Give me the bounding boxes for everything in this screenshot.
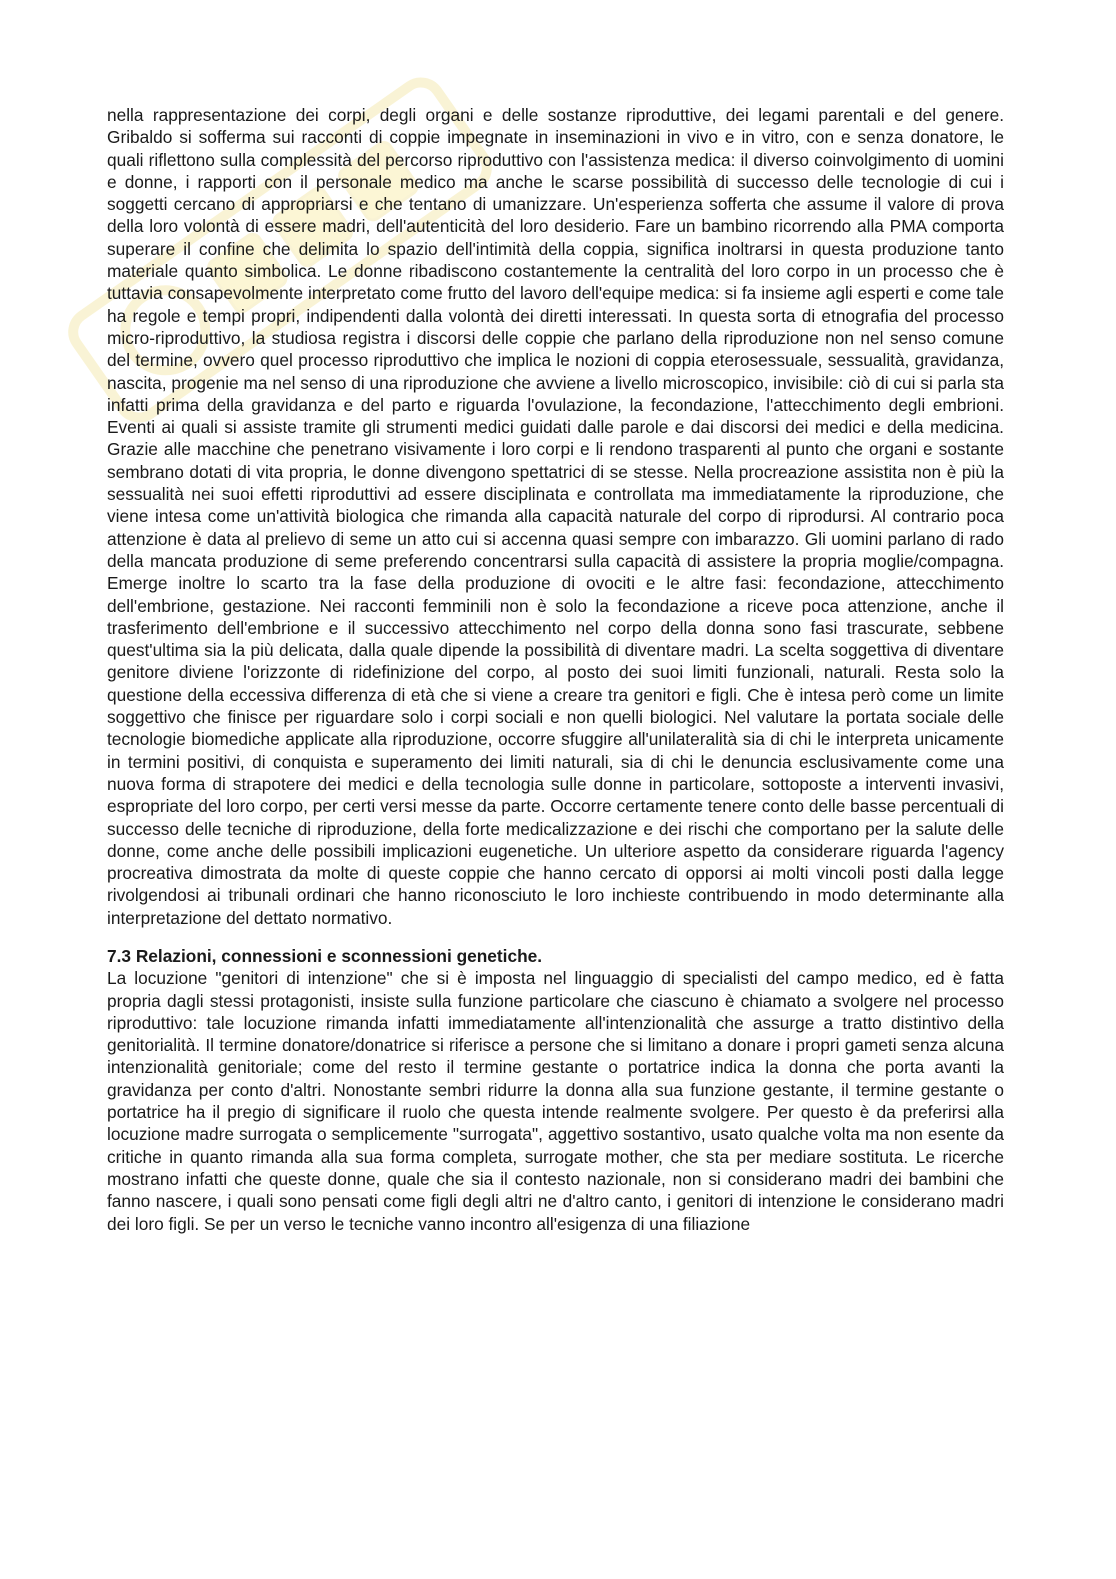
body-paragraph-1: nella rappresentazione dei corpi, degli organi e delle sostanze riproduttive, dei legami parentali e del genere. Gribaldo si sofferma sui racconti di coppie impegnate in inseminazioni in vivo e in vitro, con e senza donatore, le quali riflettono sulla complessità del percorso riproduttivo con l'assistenza medica: il diverso coinvolgimento di uomini e donne, i rapporti con il personale medico ma anche le scarse possibilità di successo delle tecnologie di cui i soggetti cercano di appropriarsi e che tentano di umanizzare. Un'esperienza sofferta che assume il valore di prova della loro volontà di essere madri, dell'autenticità del loro desiderio. Fare un bambino ricorrendo alla PMA comporta superare il confine che delimita lo spazio dell'intimità della coppia, significa inoltrarsi in questa produzione tanto materiale quanto simbolica. Le donne ribadiscono costantemente la centralità del loro corpo in un processo che è tuttavia consapevolmente interpretato come frutto del lavoro dell'equipe medica: si fa insieme agli esperti e come tale ha regole e tempi propri, indipendenti dalla volontà dei diretti interessati. In questa sorta di etnografia del processo micro-riproduttivo, la studiosa registra i discorsi delle coppie che parlano della riproduzione non nel senso comune del termine, ovvero quel processo riproduttivo che implica le nozioni di coppia eterosessuale, sessualità, gravidanza, nascita, progenie ma nel senso di una riproduzione che avviene a livello microscopico, invisibile: ciò di cui si parla sta infatti prima della gravidanza e del parto e riguarda l'ovulazione, la fecondazione, l'attecchimento degli embrioni. Eventi ai quali si assiste tramite gli strumenti medici guidati dalle parole e dai discorsi dei medici e della medicina. Grazie alle macchine che penetrano visivamente i loro corpi e li rendono trasparenti al punto che organi e sostante sembrano dotati di vita propria, le donne divengono spettatrici di se stesse. Nella procreazione assistita non è più la sessualità nei suoi effetti riproduttivi ad essere disciplinata e controllata ma immediatamente la riproduzione, che viene intesa come un'attività biologica che rimanda alla capacità naturale del corpo di riprodursi. Al contrario poca attenzione è data al prelievo di seme un atto cui si accenna quasi sempre con imbarazzo. Gli uomini parlano di rado della mancata produzione di seme preferendo concentrarsi sulla capacità di assistere la propria moglie/compagna. Emerge inoltre lo scarto tra la fase della produzione di ovociti e le altre fasi: fecondazione, attecchimento dell'embrione, gestazione. Nei racconti femminili non è solo la fecondazione a riceve poca attenzione, anche il trasferimento dell'embrione e il successivo attecchimento nel corpo della donna sono fasi trascurate, sebbene quest'ultima sia la più delicata, dalla quale dipende la possibilità di diventare madri. La scelta soggettiva di diventare genitore diviene l'orizzonte di ridefinizione del corpo, al posto dei suoi limiti funzionali, naturali. Resta solo la questione della eccessiva differenza di età che si viene a creare tra genitori e figli. Che è intesa però come un limite soggettivo che finisce per riguardare solo i corpi sociali e non quelli biologici. Nel valutare la portata sociale delle tecnologie biomediche applicate alla riproduzione, occorre sfuggire all'unilateralità sia di chi le interpreta unicamente in termini positivi, di conquista e superamento dei limiti naturali, sia di chi le denuncia esclusivamente come una nuova forma di strapotere dei medici e della tecnologia sulle donne in particolare, sottoposte a interventi invasivi, espropriate del loro corpo, per certi versi messe da parte. Occorre certamente tenere conto delle basse percentuali di successo delle tecniche di riproduzione, della forte medicalizzazione e dei rischi che comportano per la salute delle donne, come anche delle possibili implicazioni eugenetiche. Un ulteriore aspetto da considerare riguarda l'agency procreativa dimostrata da molte di queste coppie che hanno cercato di opporsi ai molti vincoli posti dalla legge rivolgendosi ai tribunali ordinari che hanno riconosciuto le loro inchieste contribuendo in modo determinante alla interpretazione del dettato normativo. — [107, 105, 1004, 928]
section-heading: 7.3 Relazioni, connessioni e sconnessioni genetiche. — [107, 945, 543, 966]
body-paragraph-2: La locuzione "genitori di intenzione" che si è imposta nel linguaggio di specialisti del campo medico, ed è fatta propria dagli stessi protagonisti, insiste sulla funzione particolare che ciascuno è chiamato a svolgere nel processo riproduttivo: tale locuzione rimanda infatti immediatamente all'intenzionalità che assurge a tratto distintivo della genitorialità. Il termine donatore/donatrice si riferisce a persone che si limitano a donare i propri gameti senza alcuna intenzionalità genitoriale; come del resto il termine gestante o portatrice indica la donna che porta avanti la gravidanza per conto d'altri. Nonostante sembri ridurre la donna alla sua funzione gestante, il termine gestante o portatrice ha il pregio di significare il ruolo che questa intende realmente svolgere. Per questo è da preferirsi alla locuzione madre surrogata o semplicemente "surrogata", aggettivo sostantivo, usato qualche volta ma non esente da critiche in quanto rimanda alla sua forma completa, surrogate mother, che sta per mediare sostituta. Le ricerche mostrano infatti che queste donne, quale che sia il contesto nazionale, non si considerano madri dei bambini che fanno nascere, i quali sono pensati come figli degli altri ne d'altro canto, i genitori di intenzione le considerano madri dei loro figli. Se per un verso le tecniche vanno incontro all'esigenza di una filiazione — [107, 968, 1004, 1234]
document-page — [107, 104, 1004, 1235]
